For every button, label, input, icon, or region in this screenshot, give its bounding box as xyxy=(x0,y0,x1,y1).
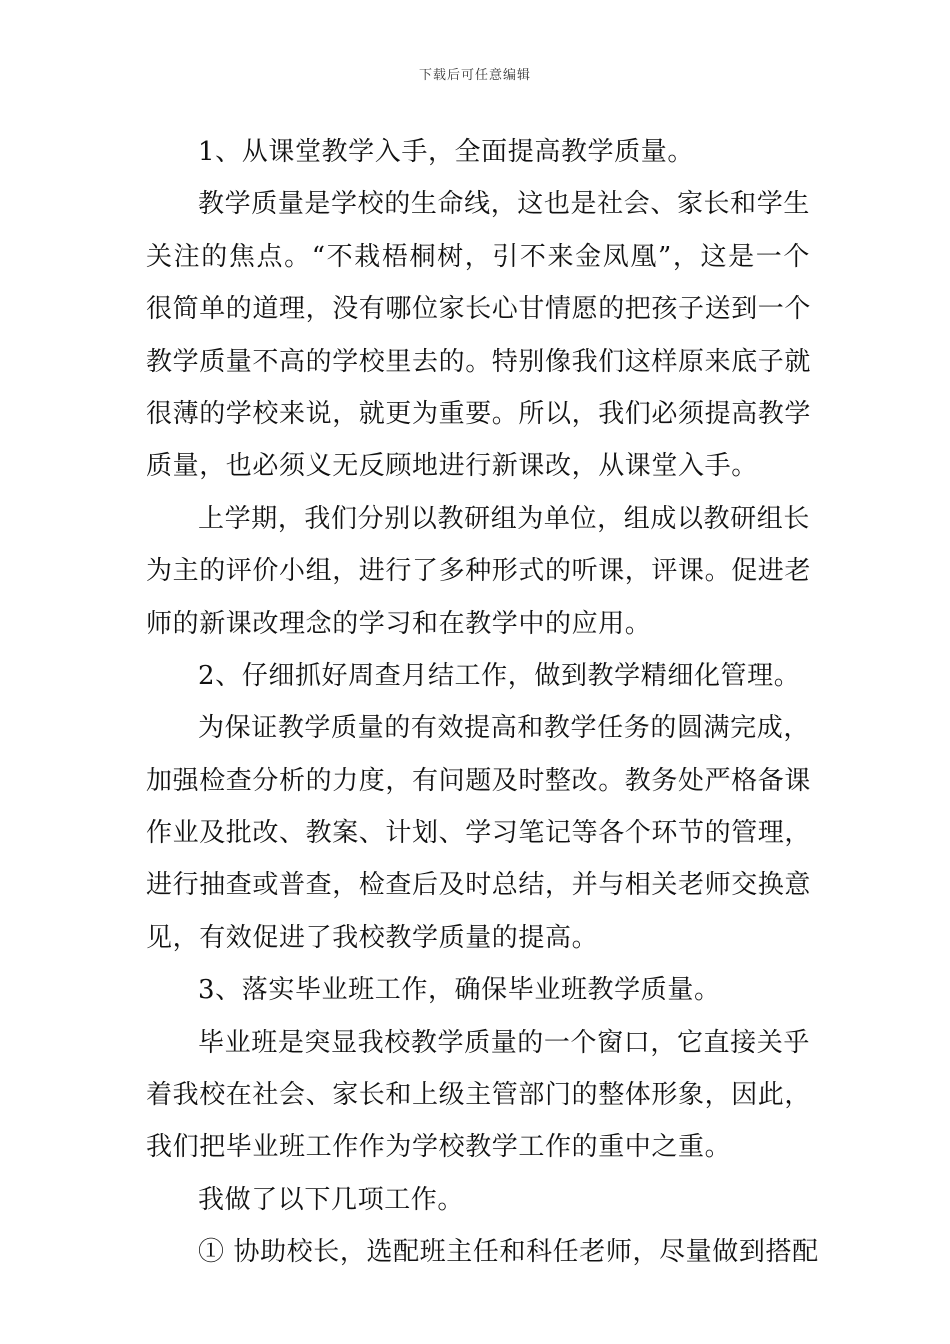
paragraph-line: 为主的评价小组，进行了多种形式的听课，评课。促进老 xyxy=(146,556,812,587)
paragraph-line: 我们把毕业班工作作为学校教学工作的重中之重。 xyxy=(146,1132,732,1163)
paragraph-line: 质量，也必须义无反顾地进行新课改，从课堂入手。 xyxy=(146,451,758,482)
paragraph-line: 上学期，我们分别以教研组为单位，组成以教研组长 xyxy=(198,503,810,534)
paragraph-line: 教学质量不高的学校里去的。特别像我们这样原来底子就 xyxy=(146,346,812,377)
paragraph-line: 关注的焦点。“不栽梧桐树，引不来金凤凰”，这是一个 xyxy=(146,241,810,272)
paragraph-line: 加强检查分析的力度，有问题及时整改。教务处严格备课 xyxy=(146,765,812,796)
paragraph-line: 为保证教学质量的有效提高和教学任务的圆满完成， xyxy=(198,713,810,744)
paragraph-line: 教学质量是学校的生命线，这也是社会、家长和学生 xyxy=(198,189,810,220)
paragraph-line: 作业及批改、教案、计划、学习笔记等各个环节的管理， xyxy=(146,818,812,849)
download-note: 下载后可任意编辑 xyxy=(418,68,531,83)
section-heading-2: 2、仔细抓好周查月结工作，做到教学精细化管理。 xyxy=(198,660,801,691)
list-item-1: ① 协助校长，选配班主任和科任老师，尽量做到搭配 xyxy=(198,1237,819,1268)
paragraph-line: 师的新课改理念的学习和在教学中的应用。 xyxy=(146,608,652,639)
section-heading-1: 1、从课堂教学入手，全面提高教学质量。 xyxy=(198,137,694,167)
paragraph-line: 毕业班是突显我校教学质量的一个窗口，它直接关乎 xyxy=(198,1027,810,1058)
paragraph-line: 很薄的学校来说，就更为重要。所以，我们必须提高教学 xyxy=(146,398,812,429)
document-body xyxy=(146,126,819,1279)
paragraph-line: 着我校在社会、家长和上级主管部门的整体形象，因此， xyxy=(146,1080,812,1111)
paragraph-line: 我做了以下几项工作。 xyxy=(198,1184,465,1215)
section-heading-3: 3、落实毕业班工作，确保毕业班教学质量。 xyxy=(198,975,721,1006)
paragraph-line: 见，有效促进了我校教学质量的提高。 xyxy=(146,922,599,953)
paragraph-line: 很简单的道理，没有哪位家长心甘情愿的把孩子送到一个 xyxy=(146,294,812,325)
paragraph-line: 进行抽查或普查，检查后及时总结，并与相关老师交换意 xyxy=(146,870,812,901)
